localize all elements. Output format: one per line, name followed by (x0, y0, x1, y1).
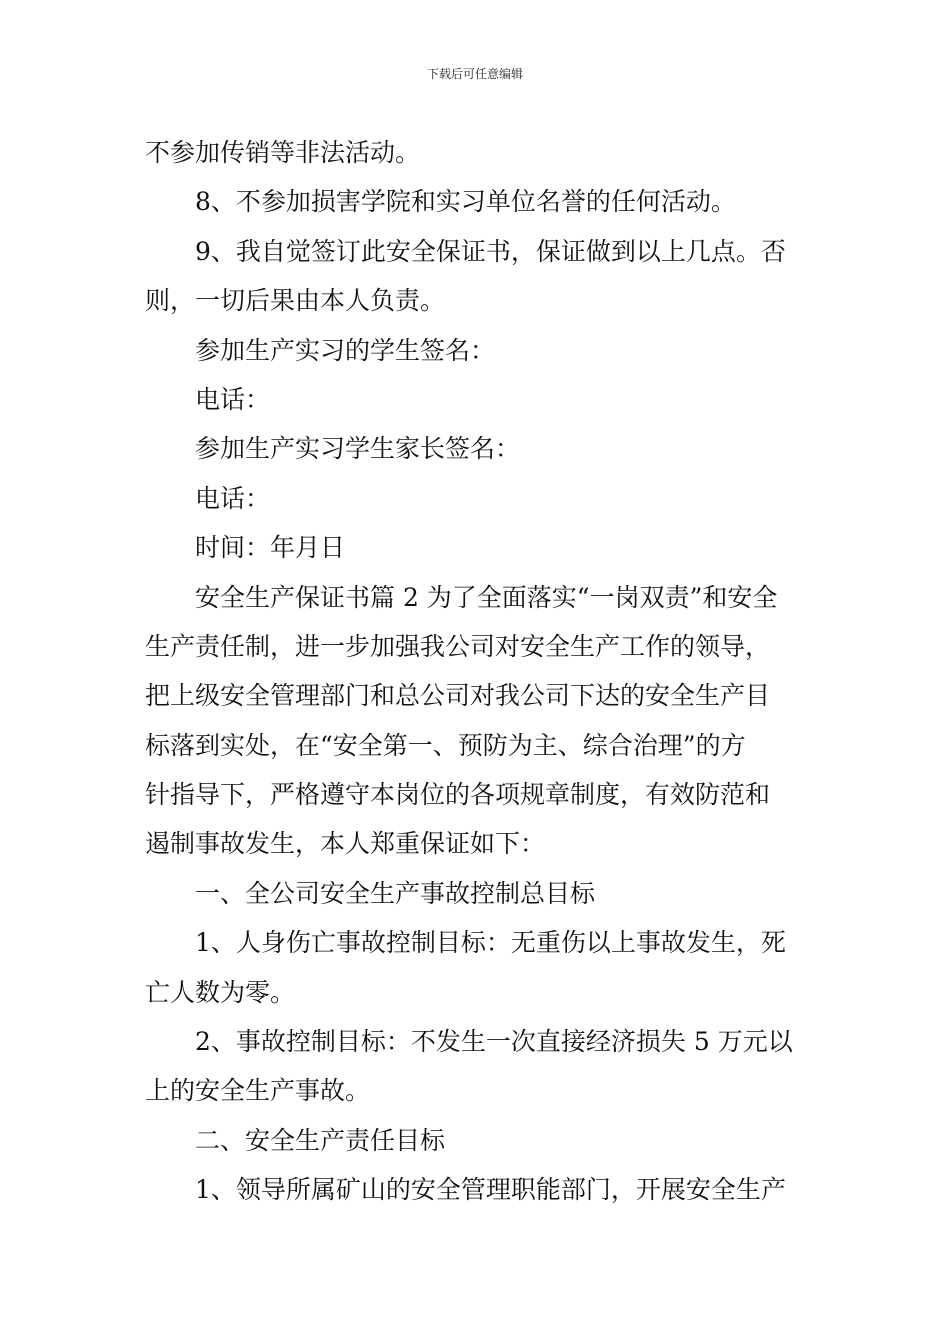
text-line: 二、安全生产责任目标 (195, 1125, 446, 1155)
text-line: 一、全公司安全生产事故控制总目标 (195, 878, 596, 908)
text-line: 参加生产实习学生家长签名： (195, 434, 521, 464)
text-line: 则，一切后果由本人负责。 (145, 286, 446, 316)
text-line: 亡人数为零。 (145, 977, 296, 1007)
text-line: 9、我自觉签订此安全保证书，保证做到以上几点。否 (195, 236, 786, 266)
text-line: 安全生产保证书篇 2 为了全面落实“一岗双责”和安全 (195, 582, 778, 612)
text-line: 遏制事故发生，本人郑重保证如下： (145, 829, 546, 859)
text-line: 针指导下，严格遵守本岗位的各项规章制度，有效防范和 (145, 780, 771, 810)
text-line: 8、不参加损害学院和实习单位名誉的任何活动。 (195, 187, 736, 217)
text-line: 把上级安全管理部门和总公司对我公司下达的安全生产目 (145, 681, 771, 711)
text-line: 时间：年月日 (195, 533, 346, 563)
text-line: 1、人身伤亡事故控制目标：无重伤以上事故发生，死 (195, 928, 786, 958)
text-line: 参加生产实习的学生签名： (195, 335, 496, 365)
document-body (145, 128, 810, 1215)
text-line: 电话： (195, 483, 271, 513)
text-line: 不参加传销等非法活动。 (145, 138, 421, 167)
text-line: 标落到实处，在“安全第一、预防为主、综合治理”的方 (145, 730, 746, 760)
text-line: 生产责任制，进一步加强我公司对安全生产工作的领导， (145, 631, 771, 661)
text-line: 1、领导所属矿山的安全管理职能部门，开展安全生产 (195, 1175, 786, 1205)
text-line: 2、事故控制目标：不发生一次直接经济损失 5 万元以 (195, 1027, 793, 1057)
text-line: 电话： (195, 384, 271, 414)
page-header: 下载后可任意编辑 (426, 67, 523, 81)
text-line: 上的安全生产事故。 (145, 1076, 371, 1106)
